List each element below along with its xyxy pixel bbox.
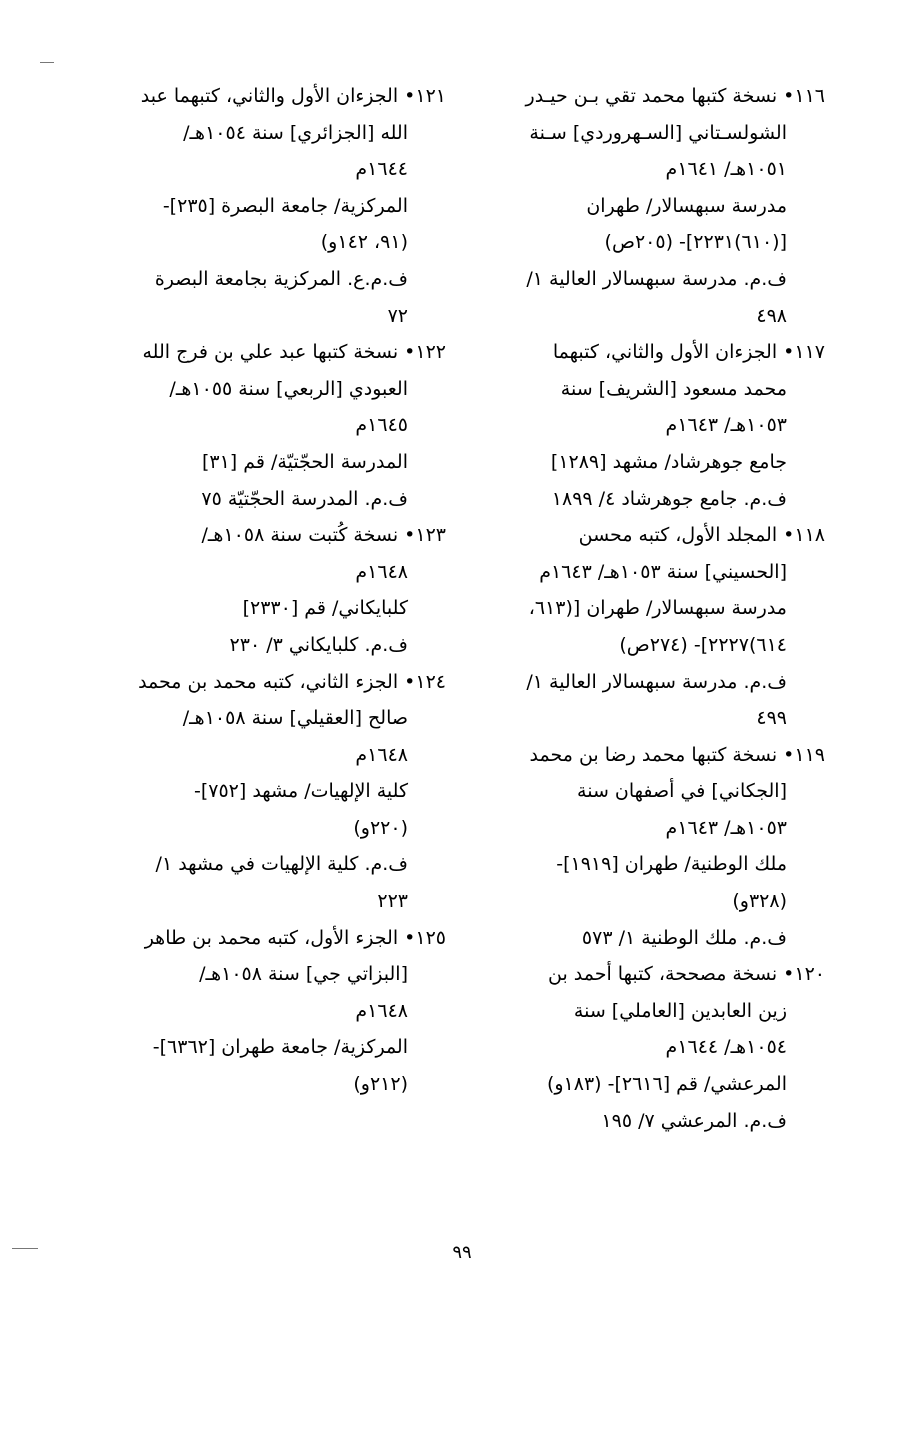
entry-heading-line: ١١٧• الجزءان الأول والثاني، كتبهما [552, 341, 825, 364]
entry-line: ١٦٤٥م [355, 414, 408, 437]
entry-line: (٣٢٨و) [732, 890, 787, 913]
entry-line: ١٠٥٣هـ/ ١٦٤٣م [665, 414, 787, 437]
entry-line: ف.م. كلبايكاني ٣/ ٢٣٠ [229, 633, 408, 656]
entry-line: كلية الإلهيات/ مشهد [٧٥٢]- [193, 780, 408, 803]
entry [485, 334, 825, 517]
entry-line: ١٦٤٤م [355, 158, 408, 181]
entry-line: زين العابدين [العاملي] سنة [573, 999, 787, 1022]
entry-line: المرعشي/ قم [٢٦١٦]- (١٨٣و) [546, 1073, 787, 1096]
right-column [485, 78, 825, 1139]
page-number: ٩٩ [452, 1242, 472, 1263]
entry-line: ف.م. كلية الإلهيات في مشهد ١/ [155, 853, 408, 876]
entry-line: ١٠٥١هـ/ ١٦٤١م [665, 158, 787, 181]
entry [104, 664, 446, 920]
entry-line: المركزية/ جامعة البصرة [٢٣٥]- [162, 194, 408, 217]
scan-mark-top [40, 62, 54, 63]
entry-line: صالح [العقيلي] سنة ١٠٥٨هـ/ [182, 707, 408, 730]
entry-heading-line: ١٢٤• الجزء الثاني، كتبه محمد بن محمد [138, 670, 446, 693]
entry-line: كلبايكاني/ قم [٢٣٣٠] [242, 597, 408, 620]
entry [485, 737, 825, 957]
entry-line: ١٦٤٨م [355, 999, 408, 1022]
entry-line: [الجكاني] في أصفهان سنة [577, 780, 787, 803]
entry-line: الله [الجزائري] سنة ١٠٥٤هـ/ [183, 121, 408, 144]
entry-line: ١٠٥٤هـ/ ١٦٤٤م [665, 1036, 787, 1059]
entry-line: (٢٢٠و) [353, 816, 408, 839]
entry [485, 956, 825, 1139]
entry [104, 920, 446, 1103]
entry-line: ف.م. مدرسة سبهسالار العالية ١/ [526, 267, 787, 290]
entry-line: (٩١، ١٤٢و) [320, 231, 408, 254]
entry-heading-line: ١٢٠• نسخة مصححة، كتبها أحمد بن [547, 963, 825, 986]
entry-line: ف.م. جامع جوهرشاد ٤/ ١٨٩٩ [551, 487, 787, 510]
entry-line: مدرسة سبهسالار/ طهران [(٦١٣، [528, 597, 787, 620]
entry-line: ف.م. المرعشي ٧/ ١٩٥ [601, 1109, 787, 1132]
entry-line: ف.م.ع. المركزية بجامعة البصرة [154, 267, 408, 290]
entry-heading-line: ١١٨• المجلد الأول، كتبه محسن [578, 524, 825, 547]
entry-line: ٤٩٨ [756, 304, 787, 327]
entry-line: [(٦١٠)٢٢٣١]- (٢٠٥ص) [604, 231, 787, 254]
entry-heading-line: ١٢١• الجزءان الأول والثاني، كتبهما عبد [140, 85, 446, 107]
entry-line: ١٠٥٣هـ/ ١٦٤٣م [665, 816, 787, 839]
entry-line: الشولسـتاني [السـهروردي] سـنة [529, 121, 787, 144]
entry-line: محمد مسعود [الشريف] سنة [560, 377, 787, 400]
entry-line: المدرسة الحجّتيّة/ قم [٣١] [201, 450, 408, 473]
entry-line: ٤٩٩ [756, 707, 787, 730]
entry-line: المركزية/ جامعة طهران [٦٣٦٢]- [152, 1036, 408, 1059]
entry-line: مدرسة سبهسالار/ طهران [586, 194, 787, 217]
entry [104, 517, 446, 663]
entry-line: ف.م. ملك الوطنية ١/ ٥٧٣ [581, 926, 787, 949]
entry-line: ١٦٤٨م [355, 743, 408, 766]
entry-line: ملك الوطنية/ طهران [١٩١٩]- [556, 853, 787, 876]
entry [485, 78, 825, 334]
left-column [104, 78, 446, 1103]
entry-heading-line: ١١٦• نسخة كتبها محمد تقي بـن حيـدر [525, 85, 825, 107]
entry-line: ٧٢ [387, 304, 408, 327]
entry [104, 78, 446, 334]
entry-line: ٦١٤)٢٢٢٧]- (٢٧٤ص) [619, 633, 787, 656]
entry-line: ٢٢٣ [377, 890, 408, 913]
entry-line: [البزاتي جي] سنة ١٠٥٨هـ/ [199, 963, 408, 986]
entry-line: ١٦٤٨م [355, 560, 408, 583]
entry-heading-line: ١١٩• نسخة كتبها محمد رضا بن محمد [529, 743, 825, 766]
entry-heading-line: ١٢٣• نسخة كُتبت سنة ١٠٥٨هـ/ [201, 524, 446, 547]
entry-line: (٢١٢و) [353, 1073, 408, 1096]
entry-line: العبودي [الربعي] سنة ١٠٥٥هـ/ [169, 377, 408, 400]
entry-heading-line: ١٢٥• الجزء الأول، كتبه محمد بن طاهر [144, 926, 446, 949]
entry-line: ف.م. مدرسة سبهسالار العالية ١/ [526, 670, 787, 693]
entry [485, 517, 825, 737]
entry [104, 334, 446, 517]
entry-line: جامع جوهرشاد/ مشهد [١٢٨٩] [550, 450, 787, 473]
entry-line: ف.م. المدرسة الحجّتيّة ٧٥ [201, 487, 408, 510]
entry-heading-line: ١٢٢• نسخة كتبها عبد علي بن فرج الله [142, 341, 446, 364]
entry-line: [الحسيني] سنة ١٠٥٣هـ/ ١٦٤٣م [539, 560, 787, 583]
